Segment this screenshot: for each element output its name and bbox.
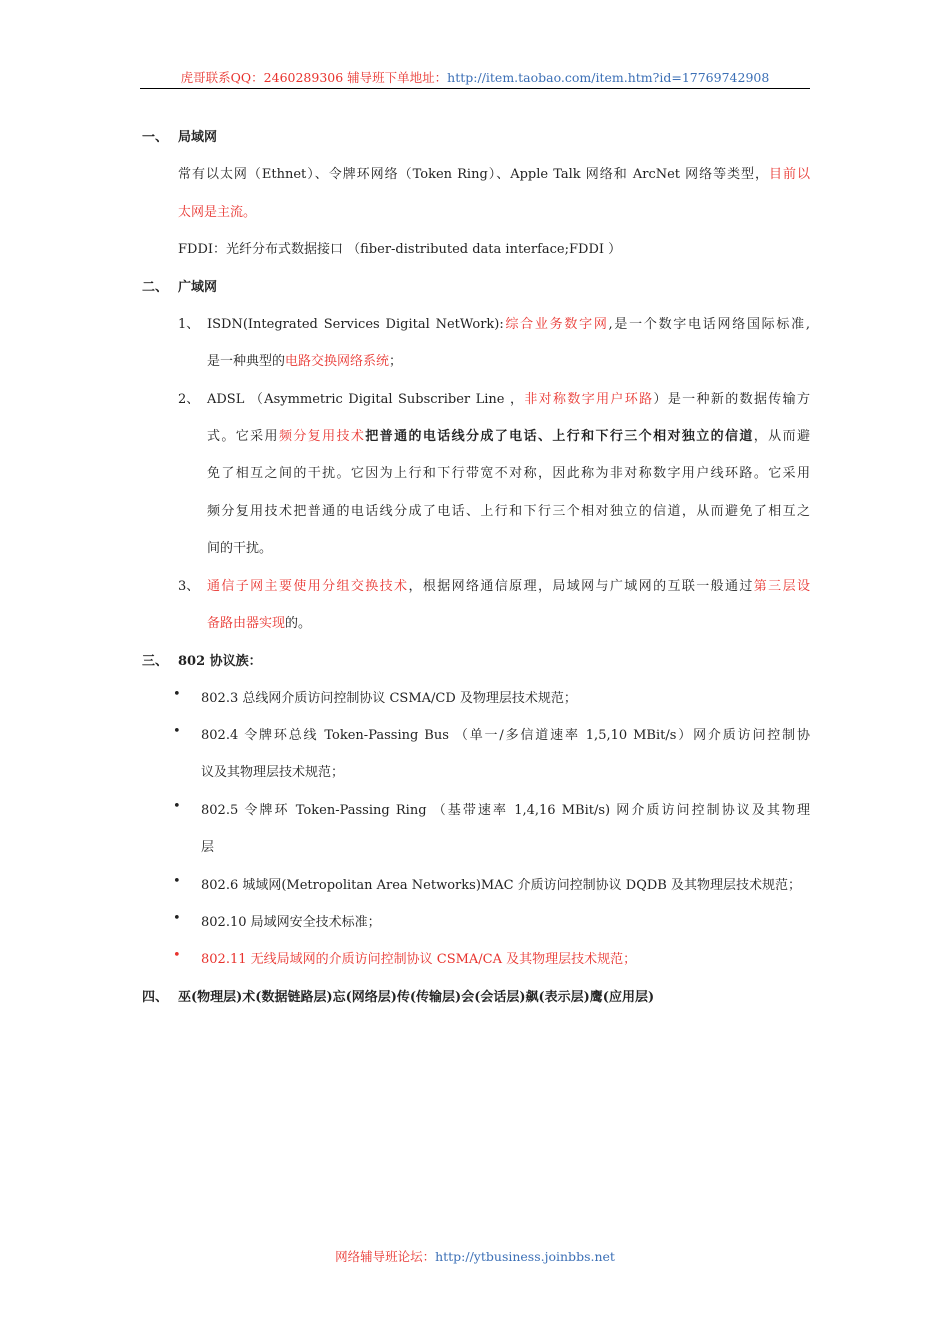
page-header [140, 68, 810, 86]
footer-label: 网络辅导班论坛： [335, 1249, 436, 1264]
page-footer [140, 1247, 810, 1265]
highlight-text: 综合业务数字网 [503, 317, 609, 332]
text-run: 常有以太网（Ethnet）、令牌环网络（Token Ring）、Apple Talk 网络和 ArcNet 网络等类型， [178, 167, 770, 182]
list-number: 3、 [178, 579, 200, 594]
section-heading-lan [142, 126, 217, 145]
bullet-item-highlight: 802.11 无线局域网的介质访问控制协议 CSMA/CA 及其物理层技术规范； [201, 952, 637, 967]
section-number: 四、 [142, 990, 169, 1005]
text-run: ADSL （Asymmetric Digital Subscriber Line ， [207, 392, 525, 407]
highlight-text: 目前以 [769, 167, 810, 182]
bullet-icon: • [173, 799, 181, 814]
text-run: ISDN(Integrated Services Digital NetWork): [207, 317, 504, 332]
list-item-line [207, 388, 810, 407]
paragraph-line [178, 163, 810, 182]
bullet-icon: • [173, 724, 181, 739]
text-run: ，根据网络通信原理，局域网与广域网的互联一般通过 [408, 579, 754, 594]
section-title: 广域网 [178, 280, 218, 295]
bullet-item: 802.6 城域网(Metropolitan Area Networks)MAC 介质访问控制协议 DQDB 及其物理层技术规范； [201, 878, 801, 893]
list-item-line [207, 575, 810, 594]
list-item-line [207, 350, 810, 369]
list-item-line: 间的干扰。 [207, 541, 273, 556]
list-item-line [207, 313, 810, 332]
header-link[interactable]: http://item.taobao.com/item.htm?id=17769742908 [447, 70, 770, 85]
bullet-item: 802.5 令牌环 Token-Passing Ring （基带速率 1,4,16 MBit/s) 网介质访问控制协议及其物理 [201, 803, 810, 818]
section-title: 局域网 [178, 130, 218, 145]
section-heading-wan [142, 276, 217, 295]
bullet-item: 802.3 总线网介质访问控制协议 CSMA/CD 及物理层技术规范； [201, 691, 577, 706]
highlight-text: 通信子网主要使用分组交换技术 [207, 579, 409, 594]
list-item-line: 频分复用技术把普通的电话线分成了电话、上行和下行三个相对独立的信道，从而避免了相互之 [207, 504, 810, 519]
highlight-text: 频分复用技术 [278, 429, 366, 444]
section-heading-osi [142, 986, 654, 1005]
text-run: ，从而避 [753, 429, 810, 444]
list-number: 1、 [178, 317, 200, 332]
highlight-text: 电路交换网络系统 [285, 354, 390, 369]
bullet-item-continued: 层 [201, 840, 215, 855]
bullet-item: 802.4 令牌环总线 Token-Passing Bus （单一/多信道速率 1,5,10 MBit/s）网介质访问控制协 [201, 728, 810, 743]
paragraph-line [178, 201, 810, 220]
highlight-text: 备路由器实现 [207, 616, 286, 631]
highlight-text: 非对称数字用户环路 [524, 392, 654, 407]
section-number: 一、 [142, 130, 169, 145]
section-title: 802 协议族： [178, 654, 262, 669]
list-item-line: 免了相互之间的干扰。它因为上行和下行带宽不对称，因此称为非对称数字用户线环路。它采用 [207, 466, 810, 481]
text-run: 式。它采用 [207, 429, 279, 444]
bold-text: 把普通的电话线分成了电话、上行和下行三个相对独立的信道 [365, 429, 754, 444]
bullet-item: 802.10 局域网安全技术标准； [201, 915, 381, 930]
section-number: 三、 [142, 654, 169, 669]
bullet-icon: • [173, 911, 181, 926]
text-run: 的。 [285, 616, 312, 631]
bullet-icon: • [173, 687, 181, 702]
highlight-text: 太网是主流。 [178, 205, 257, 220]
list-number: 2、 [178, 392, 200, 407]
bullet-icon: • [173, 948, 181, 963]
bullet-item-continued: 议及其物理层技术规范； [201, 765, 345, 780]
highlight-text: 第三层设 [753, 579, 810, 594]
text-run: ； [389, 354, 403, 369]
header-divider [140, 88, 810, 89]
paragraph-fddi: FDDI：光纤分布式数据接口 （fiber-distributed data interface;FDDI ） [178, 242, 622, 257]
section-heading-802 [142, 650, 262, 669]
text-run: ）是一种新的数据传输方 [653, 392, 810, 407]
list-item-line [207, 425, 810, 444]
text-run: ,是一个数字电话网络国际标准, [608, 317, 810, 332]
section-title: 巫(物理层)术(数据链路层)忘(网络层)传(传输层)会(会话层)飙(表示层)鹰(应用层) [178, 990, 655, 1005]
header-contact: 虎哥联系QQ：2460289306 辅导班下单地址： [180, 70, 448, 85]
list-item-line [207, 612, 810, 631]
text-run: 是一种典型的 [207, 354, 286, 369]
bullet-icon: • [173, 874, 181, 889]
footer-link[interactable]: http://ytbusiness.joinbbs.net [435, 1249, 615, 1264]
section-number: 二、 [142, 280, 169, 295]
